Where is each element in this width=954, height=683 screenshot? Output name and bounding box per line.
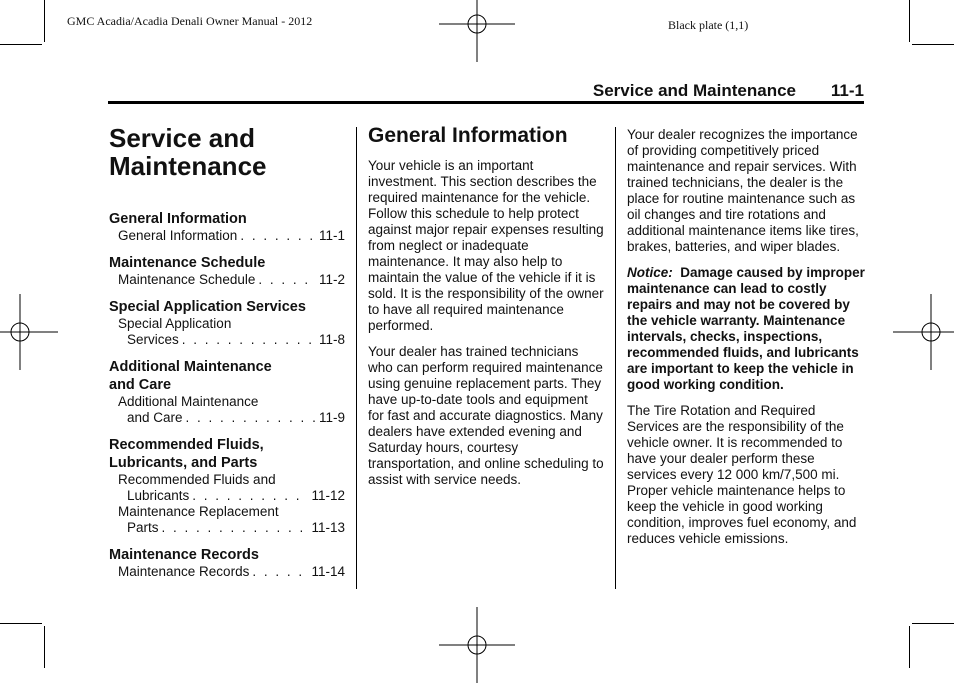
toc-entry-label: Services bbox=[127, 332, 179, 347]
toc-page-number: 11-2 bbox=[318, 272, 345, 287]
toc-entry[interactable] bbox=[109, 272, 345, 288]
notice-text: Damage caused by improper maintenance can lead to costly repairs and may not be covered by the vehicle warranty. Maintenance intervals, checks, inspections, recommended fluids, and lubricants are important to keep the vehicle in good working condition. bbox=[627, 265, 865, 392]
toc-section bbox=[109, 358, 345, 426]
page-number: 11-1 bbox=[830, 81, 864, 100]
toc-leader-dots bbox=[192, 488, 308, 504]
toc-heading-line: Maintenance Records bbox=[109, 547, 259, 563]
toc-section bbox=[109, 298, 345, 348]
toc-section bbox=[109, 254, 345, 288]
running-header-title: Service and Maintenance bbox=[592, 81, 796, 100]
text-column-right bbox=[627, 127, 867, 557]
toc-page-number: 11-13 bbox=[311, 520, 345, 535]
toc-heading[interactable] bbox=[109, 358, 345, 394]
toc-page-number: 11-8 bbox=[318, 332, 345, 347]
toc-leader-dots bbox=[252, 564, 308, 580]
toc-heading[interactable] bbox=[109, 298, 345, 316]
toc-heading-line: Maintenance Schedule bbox=[109, 255, 266, 271]
toc-heading[interactable] bbox=[109, 210, 345, 228]
toc-entry[interactable] bbox=[109, 504, 345, 536]
crop-mark bbox=[44, 626, 45, 668]
toc-page-number: 11-1 bbox=[318, 228, 345, 243]
chapter-title-line: Maintenance bbox=[109, 151, 267, 181]
toc-heading-line: and Care bbox=[109, 377, 172, 393]
toc-section bbox=[109, 546, 345, 580]
toc-entry-label: General Information bbox=[118, 228, 238, 243]
toc-entry[interactable] bbox=[109, 228, 345, 244]
toc-heading[interactable] bbox=[109, 546, 345, 564]
toc-entry[interactable] bbox=[109, 472, 345, 504]
toc-heading-line: Additional Maintenance bbox=[109, 359, 272, 375]
registration-mark bbox=[439, 0, 515, 62]
toc-leader-dots bbox=[186, 410, 316, 426]
crop-mark bbox=[909, 626, 910, 668]
toc-entry[interactable] bbox=[109, 564, 345, 580]
paragraph: Your vehicle is an important investment. This section describes the required maintenance for the vehicle. Follow this schedule to help protect against major repair expenses resulting from neglect or inadequate maintenance. It may also help to maintain the value of the vehicle if it is sold. It is the responsibility of the owner to have all required maintenance performed. bbox=[368, 158, 604, 333]
text-column-middle bbox=[368, 158, 606, 498]
notice-block bbox=[627, 265, 867, 393]
table-of-contents bbox=[109, 210, 345, 590]
plate-label-left: GMC Acadia/Acadia Denali Owner Manual - 2012 bbox=[67, 14, 313, 28]
crop-mark bbox=[912, 623, 954, 624]
paragraph: The Tire Rotation and Required Services are the responsibility of the vehicle owner. It is recommended to have your dealer perform these services every 12 000 km/7,500 mi. Proper vehicle maintenance helps to keep the vehicle in good working condition, improves fuel economy, and reduces vehicle emissions. bbox=[627, 403, 857, 546]
chapter-title bbox=[109, 124, 349, 180]
chapter-title-line: Service and bbox=[109, 123, 255, 153]
toc-page-number: 11-14 bbox=[311, 564, 345, 579]
plate-label-right: Black plate (1,1) bbox=[668, 18, 749, 32]
toc-entry-label: Maintenance Records bbox=[118, 564, 250, 579]
crop-mark bbox=[0, 623, 42, 624]
toc-section bbox=[109, 210, 345, 244]
toc-entry-label: Maintenance Schedule bbox=[118, 272, 256, 287]
toc-entry[interactable] bbox=[109, 394, 345, 426]
toc-entry-label: Additional Maintenance bbox=[118, 394, 259, 409]
crop-mark bbox=[909, 0, 910, 42]
toc-section bbox=[109, 436, 345, 536]
toc-heading-line: Special Application Services bbox=[109, 299, 306, 315]
column-divider bbox=[615, 127, 616, 589]
column-divider bbox=[356, 127, 357, 589]
toc-leader-dots bbox=[182, 332, 316, 348]
toc-entry-label: Maintenance Replacement bbox=[118, 504, 279, 519]
paragraph: Your dealer has trained technicians who can perform required maintenance using genuine replacement parts. They have up-to-date tools and equipment for fast and accurate diagnostics. Many dealers have extended evening and Saturday hours, courtesy transportation, and online scheduling to assist with service needs. bbox=[368, 344, 604, 487]
toc-leader-dots bbox=[258, 272, 316, 288]
section-title: General Information bbox=[368, 124, 568, 147]
toc-leader-dots bbox=[162, 520, 309, 536]
crop-mark bbox=[0, 44, 42, 45]
toc-heading-line: Lubricants, and Parts bbox=[109, 455, 258, 471]
toc-entry-label: and Care bbox=[127, 410, 183, 425]
registration-mark bbox=[0, 294, 58, 370]
toc-entry-label: Recommended Fluids and bbox=[118, 472, 276, 487]
toc-page-number: 11-12 bbox=[311, 488, 345, 503]
registration-mark bbox=[893, 294, 954, 370]
toc-heading[interactable] bbox=[109, 436, 345, 472]
toc-leader-dots bbox=[240, 228, 316, 244]
toc-entry-label: Lubricants bbox=[127, 488, 190, 503]
registration-mark bbox=[439, 607, 515, 683]
toc-entry-label: Parts bbox=[127, 520, 159, 535]
toc-heading[interactable] bbox=[109, 254, 345, 272]
toc-heading-line: Recommended Fluids, bbox=[109, 437, 264, 453]
toc-page-number: 11-9 bbox=[318, 410, 345, 425]
toc-entry-label: Special Application bbox=[118, 316, 232, 331]
header-rule bbox=[108, 101, 864, 104]
crop-mark bbox=[44, 0, 45, 42]
paragraph: Your dealer recognizes the importance of providing competitively priced maintenance and repair services. With trained technicians, the dealer is the place for routine maintenance such as oil changes and tire rotations and additional maintenance items like tires, brakes, batteries, and wiper blades. bbox=[627, 127, 859, 254]
notice-label: Notice: bbox=[627, 265, 673, 280]
toc-entry[interactable] bbox=[109, 316, 345, 348]
toc-heading-line: General Information bbox=[109, 211, 247, 227]
crop-mark bbox=[912, 44, 954, 45]
